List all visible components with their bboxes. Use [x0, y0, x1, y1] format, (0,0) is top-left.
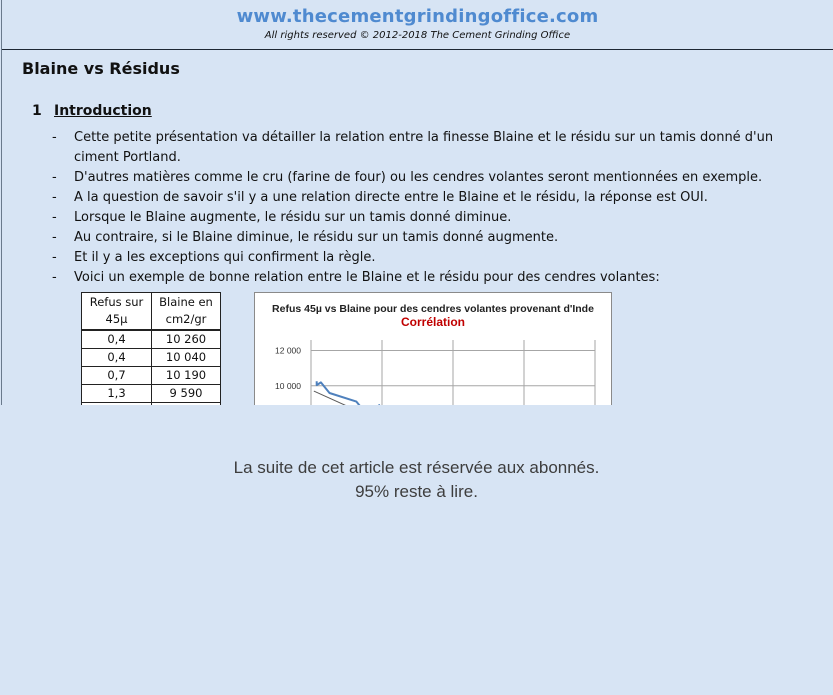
- table-cell: 9 590: [152, 385, 221, 403]
- chart-y-axis: [275, 346, 301, 405]
- page-header: [2, 0, 833, 50]
- chart-series-line: [317, 381, 385, 405]
- chart-canvas: [255, 293, 611, 405]
- table-cell: 0,4: [82, 330, 152, 349]
- table-row: [82, 385, 221, 403]
- site-url[interactable]: www.thecementgrindingoffice.com: [236, 6, 599, 27]
- table-cell: 1,3: [82, 385, 152, 403]
- list-item: - Et il y a les exceptions qui confirment la règle.: [52, 250, 376, 265]
- table-cell: 10 190: [152, 367, 221, 385]
- table-row: [82, 367, 221, 385]
- bullet-list: [52, 128, 812, 288]
- y-tick-label: 12 000: [275, 345, 301, 356]
- list-item: - A la question de savoir s'il y a une relation directe entre le Blaine et le résidu, la réponse est OUI.: [52, 190, 708, 205]
- list-item: - Lorsque le Blaine augmente, le résidu sur un tamis donné diminue.: [52, 210, 512, 225]
- y-tick-label: 10 000: [275, 380, 301, 391]
- data-table: [81, 292, 221, 405]
- table-row: [82, 330, 221, 349]
- document-page: [1, 0, 833, 405]
- section-heading: [32, 103, 152, 119]
- chart-title: Refus 45µ vs Blaine pour des cendres volantes provenant d'Inde: [272, 303, 594, 315]
- list-item: - D'autres matières comme le cru (farine de four) ou les cendres volantes seront mentionnées en exemple.: [52, 170, 763, 185]
- table-cell: 10 040: [152, 349, 221, 367]
- list-item: - Voici un exemple de bonne relation entre le Blaine et le résidu pour des cendres volantes:: [52, 270, 660, 285]
- paywall-line-remaining: 95% reste à lire.: [355, 482, 478, 501]
- section-number: 1: [32, 103, 42, 119]
- list-item: - Au contraire, si le Blaine diminue, le résidu sur un tamis donné augmente.: [52, 230, 559, 245]
- table-row: [82, 349, 221, 367]
- paywall-line-subscribers: La suite de cet article est réservée aux abonnés.: [233, 458, 600, 477]
- paywall-message: [0, 405, 833, 695]
- page-title: Blaine vs Résidus: [22, 59, 180, 78]
- table-cell: 0,7: [82, 367, 152, 385]
- column-header-blaine: Blaine en cm2/gr: [152, 293, 221, 331]
- section-title: Introduction: [54, 103, 152, 119]
- chart-trendline: [314, 391, 388, 405]
- correlation-chart: [254, 292, 612, 405]
- table-cell: 10 260: [152, 330, 221, 349]
- copyright-notice: All rights reserved © 2012-2018 The Cement Grinding Office: [264, 30, 571, 41]
- chart-grid: [311, 340, 595, 405]
- chart-plot-area: [314, 381, 388, 405]
- column-header-refus: Refus sur 45µ: [82, 293, 152, 331]
- chart-subtitle: Corrélation: [400, 315, 466, 329]
- list-item: - Cette petite présentation va détailler la relation entre la finesse Blaine et le résidu sur un tamis donné d'un ciment Portland.: [52, 130, 774, 165]
- table-cell: 0,4: [82, 349, 152, 367]
